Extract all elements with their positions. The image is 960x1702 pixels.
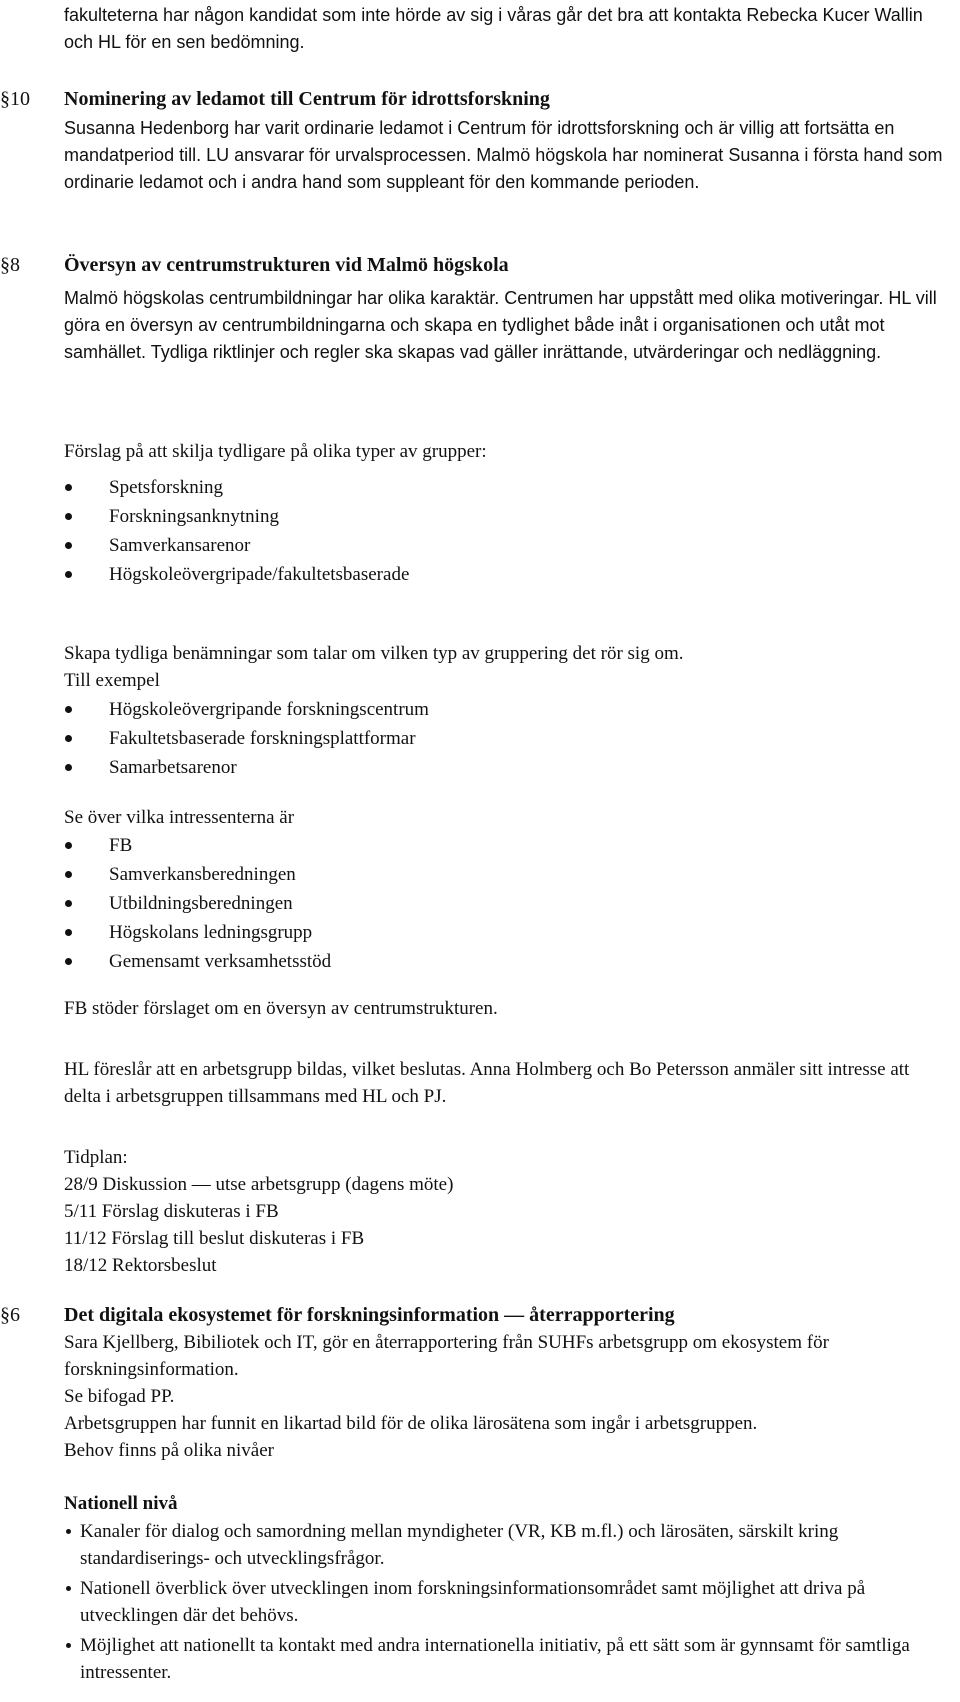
section-8 xyxy=(64,252,944,366)
national-title: Nationell nivå xyxy=(64,1493,178,1514)
groups-list xyxy=(64,474,944,590)
national-list xyxy=(64,1518,944,1686)
list-item: FB xyxy=(64,832,944,861)
section-6-line1: Sara Kjellberg, Bibiliotek och IT, gör en återrapportering från SUHFs arbetsgrupp om ekosystem för forskningsinformation. xyxy=(64,1332,829,1380)
section-10-title: Nominering av ledamot till Centrum för idrottsforskning xyxy=(64,88,550,110)
section-6-line2: Se bifogad PP. xyxy=(64,1386,175,1407)
examples-list xyxy=(64,696,944,783)
timeline-item: 5/11 Förslag diskuteras i FB xyxy=(64,1201,279,1222)
list-item: Fakultetsbaserade forskningsplattformar xyxy=(64,725,944,754)
decision-paragraph: HL föreslår att en arbetsgrupp bildas, vilket beslutas. Anna Holmberg och Bo Petersson anmäler sitt intresse att delta i arbetsgruppen tillsammans med HL och PJ. xyxy=(64,1059,910,1107)
naming-intro-2: Till exempel xyxy=(64,670,160,691)
section-10-marker: §10 xyxy=(0,88,30,110)
bullet-icon xyxy=(65,842,72,849)
list-item: Utbildningsberedningen xyxy=(64,890,944,919)
bullet-icon xyxy=(65,542,72,549)
naming-block xyxy=(64,640,944,783)
list-item: Högskoleövergripade/fakultetsbaserade xyxy=(64,561,944,590)
bullet-icon xyxy=(65,706,72,713)
list-item: Kanaler för dialog och samordning mellan myndigheter (VR, KB m.fl.) och lärosäten, särskilt kring standardiserings- och utvecklingsfrågor. xyxy=(64,1518,944,1572)
intro-text: fakulteterna har någon kandidat som inte hörde av sig i våras går det bra att kontakta Rebecka Kucer Wallin och HL för en sen bedömning. xyxy=(64,5,923,52)
list-item: Spetsforskning xyxy=(64,474,944,503)
section-6-line3: Arbetsgruppen har funnit en likartad bild för de olika lärosätena som ingår i arbetsgruppen. xyxy=(64,1413,758,1434)
section-8-body: Malmö högskolas centrumbildningar har olika karaktär. Centrumen har uppstått med olika motiveringar. HL vill göra en översyn av centrumbildningarna och skapa en tydlighet både inåt i organisationen och utåt mot samhället. Tydliga riktlinjer och regler ska skapas vad gäller inrättande, utvärderingar och nedläggning. xyxy=(64,288,937,362)
section-6-title: Det digitala ekosystemet för forskningsinformation — återrapportering xyxy=(64,1304,675,1326)
fb-support: FB stöder förslaget om en översyn av centrumstrukturen. xyxy=(64,998,498,1019)
bullet-icon xyxy=(66,1529,71,1534)
bullet-icon xyxy=(65,735,72,742)
list-item: Gemensamt verksamhetsstöd xyxy=(64,948,944,977)
list-item: Samarbetsarenor xyxy=(64,754,944,783)
stakeholders-block xyxy=(64,804,944,977)
section-10 xyxy=(64,86,944,196)
list-item: Samverkansberedningen xyxy=(64,861,944,890)
section-8-title: Översyn av centrumstrukturen vid Malmö högskola xyxy=(64,254,509,276)
bullet-icon xyxy=(66,1586,71,1591)
list-item: Möjlighet att nationellt ta kontakt med andra internationella initiativ, på ett sätt som är gynnsamt för samtliga intressenter. xyxy=(64,1632,944,1686)
list-item: Högskoleövergripande forskningscentrum xyxy=(64,696,944,725)
bullet-icon xyxy=(65,513,72,520)
section-8-marker: §8 xyxy=(0,254,20,276)
list-item: Forskningsanknytning xyxy=(64,503,944,532)
groups-block xyxy=(64,438,944,590)
section-6 xyxy=(64,1302,944,1464)
bullet-icon xyxy=(65,929,72,936)
list-item: Högskolans ledningsgrupp xyxy=(64,919,944,948)
bullet-icon xyxy=(65,958,72,965)
timeline-block xyxy=(64,1144,944,1279)
bullet-icon xyxy=(65,571,72,578)
bullet-icon xyxy=(65,484,72,491)
bullet-icon xyxy=(65,764,72,771)
bullet-icon xyxy=(66,1643,71,1648)
bullet-icon xyxy=(65,871,72,878)
section-6-marker: §6 xyxy=(0,1304,20,1326)
bullet-icon xyxy=(65,900,72,907)
intro-paragraph xyxy=(64,2,944,56)
stakeholders-list xyxy=(64,832,944,977)
timeline-item: 18/12 Rektorsbeslut xyxy=(64,1255,217,1276)
timeline-item: 28/9 Diskussion — utse arbetsgrupp (dagens möte) xyxy=(64,1174,454,1195)
naming-intro: Skapa tydliga benämningar som talar om vilken typ av gruppering det rör sig om. xyxy=(64,643,684,664)
national-block xyxy=(64,1490,944,1689)
list-item: Nationell överblick över utvecklingen inom forskningsinformationsområdet samt möjlighet att driva på utvecklingen där det behövs. xyxy=(64,1575,944,1629)
timeline-item: 11/12 Förslag till beslut diskuteras i FB xyxy=(64,1228,365,1249)
list-item: Samverkansarenor xyxy=(64,532,944,561)
groups-intro: Förslag på att skilja tydligare på olika typer av grupper: xyxy=(64,441,487,462)
section-6-line4: Behov finns på olika nivåer xyxy=(64,1440,275,1461)
timeline-title: Tidplan: xyxy=(64,1147,128,1168)
section-10-body: Susanna Hedenborg har varit ordinarie ledamot i Centrum för idrottsforskning och är villig att fortsätta en mandatperiod till. LU ansvarar för urvalsprocessen. Malmö högskola har nominerat Susanna i första hand som ordinarie ledamot och i andra hand som suppleant för den kommande perioden. xyxy=(64,118,943,192)
stakeholders-intro: Se över vilka intressenterna är xyxy=(64,807,295,828)
